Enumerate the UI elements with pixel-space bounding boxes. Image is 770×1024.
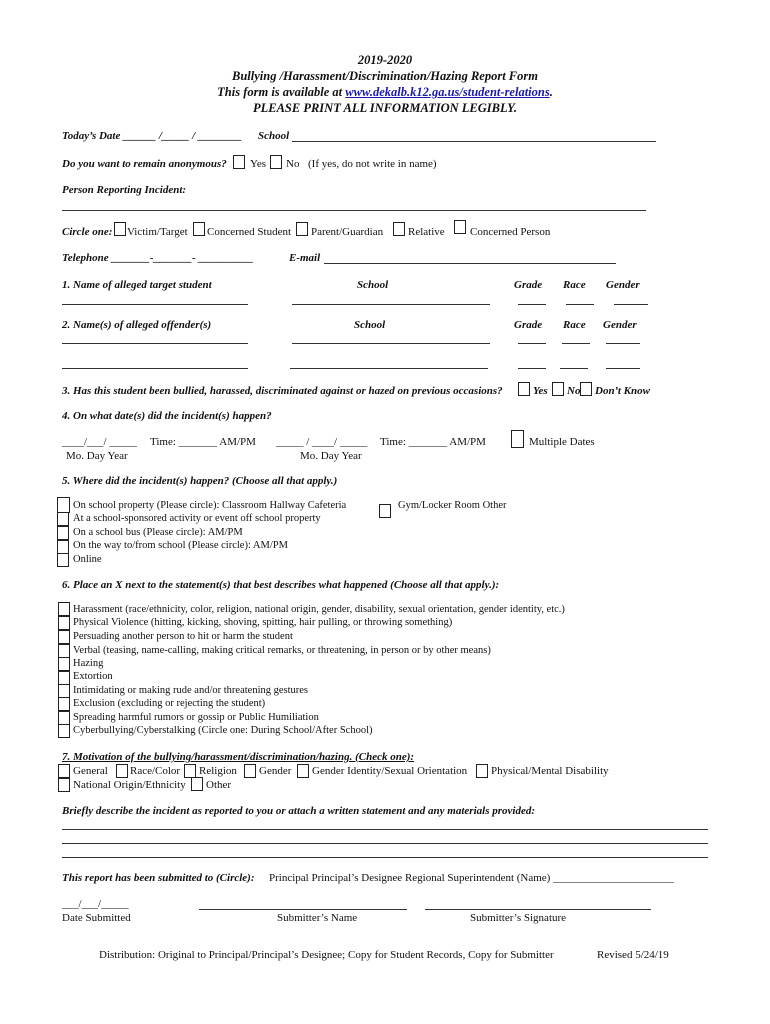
circle-one-label: Circle one: xyxy=(62,226,113,238)
concerned-student-label: Concerned Student xyxy=(207,226,292,238)
q2-name-field-1[interactable] xyxy=(62,343,248,344)
q3-no-label: No xyxy=(567,385,581,397)
q5-school-property-label: On school property (Please circle): Classroom Hallway Cafeteria xyxy=(73,500,347,511)
q2-name-field-2[interactable] xyxy=(62,368,248,369)
date-submitted-field[interactable]: ___/___/_____ xyxy=(62,898,129,910)
email-field[interactable] xyxy=(324,263,616,264)
submitter-signature-field[interactable] xyxy=(425,909,651,910)
q6-intimidating-label: Intimidating or making rude and/or threatening gestures xyxy=(73,685,309,696)
submitted-to-options[interactable]: Principal Principal’s Designee Regional Superintendent (Name) ______________________ xyxy=(269,872,675,884)
q6-harassment-label: Harassment (race/ethnicity, color, religion, national origin, gender, disability, sexual orientation, gender identity, etc.) xyxy=(73,604,565,615)
revision-date: Revised 5/24/19 xyxy=(597,949,669,961)
q5-school-property-checkbox[interactable] xyxy=(57,497,70,513)
q4-date-2[interactable]: _____ / ____/ _____ xyxy=(276,436,368,448)
q6-persuading-checkbox[interactable] xyxy=(58,630,70,644)
school-label: School xyxy=(258,130,290,142)
concerned-student-checkbox[interactable] xyxy=(193,222,205,236)
q5-way-to-school-checkbox[interactable] xyxy=(57,540,69,554)
q2-gender-field-1[interactable] xyxy=(606,343,640,344)
telephone-field[interactable]: Telephone _______-_______- __________ xyxy=(62,252,254,264)
q2-grade-field-1[interactable] xyxy=(518,343,546,344)
q7-gender-identity-checkbox[interactable] xyxy=(297,764,309,778)
q7-gender-checkbox[interactable] xyxy=(244,764,256,778)
q7-religion-label: Religion xyxy=(199,765,237,777)
anonymous-note: (If yes, do not write in name) xyxy=(308,158,437,170)
date-submitted-label: Date Submitted xyxy=(62,912,131,924)
submitter-signature-label: Submitter’s Signature xyxy=(470,912,567,924)
q1-name-field[interactable] xyxy=(62,304,248,305)
multiple-dates-checkbox[interactable] xyxy=(511,430,524,448)
submitter-name-field[interactable] xyxy=(199,909,407,910)
q5-school-activity-label: At a school-sponsored activity or event off school property xyxy=(73,513,321,524)
q7-other-label: Other xyxy=(206,779,232,791)
victim-target-checkbox[interactable] xyxy=(114,222,126,236)
q6-verbal-label: Verbal (teasing, name-calling, making critical remarks, or threatening, in person or by other means) xyxy=(73,645,491,656)
q6-physical-label: Physical Violence (hitting, kicking, shoving, spitting, hair pulling, or throwing something) xyxy=(73,617,453,628)
q6-harassment-checkbox[interactable] xyxy=(58,602,70,616)
q5-way-to-school-label: On the way to/from school (Please circle): AM/PM xyxy=(73,540,288,551)
q6-exclusion-label: Exclusion (excluding or rejecting the student) xyxy=(73,698,266,709)
q6-cyberbullying-checkbox[interactable] xyxy=(58,724,70,738)
multiple-dates-label: Multiple Dates xyxy=(529,436,595,448)
anonymous-no-label: No xyxy=(286,158,300,170)
submitted-to-label: This report has been submitted to (Circle): xyxy=(62,872,255,884)
q2-race-field-1[interactable] xyxy=(562,343,590,344)
q1-school-field[interactable] xyxy=(292,304,490,305)
person-reporting-field[interactable] xyxy=(62,210,646,211)
q4-date-2-caption: Mo. Day Year xyxy=(300,450,362,462)
anonymous-question: Do you want to remain anonymous? xyxy=(62,158,227,170)
q3-yes-label: Yes xyxy=(533,385,548,397)
q3-yes-checkbox[interactable] xyxy=(518,382,530,396)
q7-religion-checkbox[interactable] xyxy=(184,764,196,778)
q1-school-header: School xyxy=(357,279,389,291)
q6-hazing-checkbox[interactable] xyxy=(58,657,70,671)
victim-target-label: Victim/Target xyxy=(127,226,188,238)
describe-line-2[interactable] xyxy=(62,843,708,844)
q1-grade-header: Grade xyxy=(514,279,543,291)
q2-label: 2. Name(s) of alleged offender(s) xyxy=(62,319,212,331)
relative-label: Relative xyxy=(408,226,445,238)
availability-line xyxy=(0,84,770,100)
q3-no-checkbox[interactable] xyxy=(552,382,564,396)
q7-disability-label: Physical/Mental Disability xyxy=(491,765,609,777)
q2-grade-header: Grade xyxy=(514,319,543,331)
q2-race-header: Race xyxy=(563,319,586,331)
form-year: 2019-2020 xyxy=(357,53,413,67)
q7-disability-checkbox[interactable] xyxy=(476,764,488,778)
concerned-person-label: Concerned Person xyxy=(470,226,551,238)
q2-school-field-2[interactable] xyxy=(290,368,488,369)
q5-online-label: Online xyxy=(73,554,102,565)
availability-prefix: This form is available at xyxy=(217,85,346,99)
q7-label: 7. Motivation of the bullying/harassment/discrimination/hazing. (Check one): xyxy=(62,751,415,763)
q6-persuading-label: Persuading another person to hit or harm the student xyxy=(73,631,293,642)
q7-general-label: General xyxy=(73,765,108,777)
q6-cyberbullying-label: Cyberbullying/Cyberstalking (Circle one: During School/After School) xyxy=(73,725,373,736)
q6-verbal-checkbox[interactable] xyxy=(58,644,70,658)
q6-extortion-checkbox[interactable] xyxy=(58,671,70,685)
q7-race-color-label: Race/Color xyxy=(130,765,181,777)
describe-label: Briefly describe the incident as reported to you or attach a written statement and any materials provided: xyxy=(62,805,535,817)
anonymous-yes-checkbox[interactable] xyxy=(233,155,245,169)
q6-label: 6. Place an X next to the statement(s) that best describes what happened (Choose all that apply.): xyxy=(62,579,500,591)
q2-school-field-1[interactable] xyxy=(292,343,490,344)
q5-gym-checkbox[interactable] xyxy=(379,504,391,518)
q5-school-activity-checkbox[interactable] xyxy=(57,512,69,526)
q6-intimidating-checkbox[interactable] xyxy=(58,684,70,698)
q1-label: 1. Name of alleged target student xyxy=(62,279,212,291)
q1-race-header: Race xyxy=(563,279,586,291)
anonymous-yes-label: Yes xyxy=(250,158,267,170)
q3-label: 3. Has this student been bullied, harassed, discriminated against or hazed on previous occasions? xyxy=(62,385,503,397)
q6-hazing-label: Hazing xyxy=(73,658,104,669)
q1-gender-field[interactable] xyxy=(614,304,648,305)
q1-grade-field[interactable] xyxy=(518,304,546,305)
q2-school-header: School xyxy=(354,319,386,331)
q6-rumors-label: Spreading harmful rumors or gossip or Public Humiliation xyxy=(73,712,319,723)
q2-gender-header: Gender xyxy=(603,319,637,331)
q2-gender-field-2[interactable] xyxy=(606,368,640,369)
q7-national-origin-label: National Origin/Ethnicity xyxy=(73,779,186,791)
q7-general-checkbox[interactable] xyxy=(58,764,70,778)
print-notice: PLEASE PRINT ALL INFORMATION LEGIBLY. xyxy=(252,101,518,115)
q1-race-field[interactable] xyxy=(566,304,594,305)
q6-exclusion-checkbox[interactable] xyxy=(58,697,70,711)
describe-line-1[interactable] xyxy=(62,829,708,830)
anonymous-no-checkbox[interactable] xyxy=(270,155,282,169)
parent-guardian-label: Parent/Guardian xyxy=(311,226,384,238)
q7-national-origin-checkbox[interactable] xyxy=(58,778,70,792)
school-field[interactable] xyxy=(292,141,656,142)
q1-gender-header: Gender xyxy=(606,279,640,291)
availability-suffix: . xyxy=(549,85,553,99)
q5-school-bus-label: On a school bus (Please circle): AM/PM xyxy=(73,527,243,538)
q4-time-2[interactable]: Time: _______ AM/PM xyxy=(380,436,486,448)
student-relations-link[interactable]: www.dekalb.k12.ga.us/student-relations xyxy=(345,85,550,99)
q7-gender-identity-label: Gender Identity/Sexual Orientation xyxy=(312,765,468,777)
q4-time-1[interactable]: Time: _______ AM/PM xyxy=(150,436,256,448)
q4-date-1-caption: Mo. Day Year xyxy=(66,450,128,462)
q4-date-1[interactable]: ____/___/ _____ xyxy=(62,436,137,448)
q2-grade-field-2[interactable] xyxy=(518,368,546,369)
todays-date-label: Today’s Date ______ /_____ / ________ xyxy=(62,130,242,142)
email-label: E-mail xyxy=(289,252,321,264)
q3-dont-know-checkbox[interactable] xyxy=(580,382,592,396)
q3-dont-know-label: Don’t Know xyxy=(595,385,650,397)
q5-school-bus-checkbox[interactable] xyxy=(57,526,69,540)
q6-rumors-checkbox[interactable] xyxy=(58,711,70,725)
q6-extortion-label: Extortion xyxy=(73,671,113,682)
q7-other-checkbox[interactable] xyxy=(191,777,203,791)
concerned-person-checkbox[interactable] xyxy=(454,220,466,234)
q4-label: 4. On what date(s) did the incident(s) happen? xyxy=(62,410,272,422)
q5-label: 5. Where did the incident(s) happen? (Choose all that apply.) xyxy=(62,475,338,487)
q7-gender-label: Gender xyxy=(259,765,292,777)
distribution-note: Distribution: Original to Principal/Principal’s Designee; Copy for Student Records, Copy for Submitter xyxy=(99,949,554,961)
parent-guardian-checkbox[interactable] xyxy=(296,222,308,236)
relative-checkbox[interactable] xyxy=(393,222,405,236)
q6-physical-checkbox[interactable] xyxy=(58,616,70,630)
form-title: Bullying /Harassment/Discrimination/Hazing Report Form xyxy=(232,69,538,83)
q7-race-color-checkbox[interactable] xyxy=(116,764,128,778)
q5-gym-other-label: Gym/Locker Room Other xyxy=(398,500,507,511)
person-reporting-label: Person Reporting Incident: xyxy=(62,184,187,196)
describe-line-3[interactable] xyxy=(62,857,708,858)
submitter-name-label: Submitter’s Name xyxy=(277,912,358,924)
q5-online-checkbox[interactable] xyxy=(57,553,69,567)
q2-race-field-2[interactable] xyxy=(560,368,588,369)
